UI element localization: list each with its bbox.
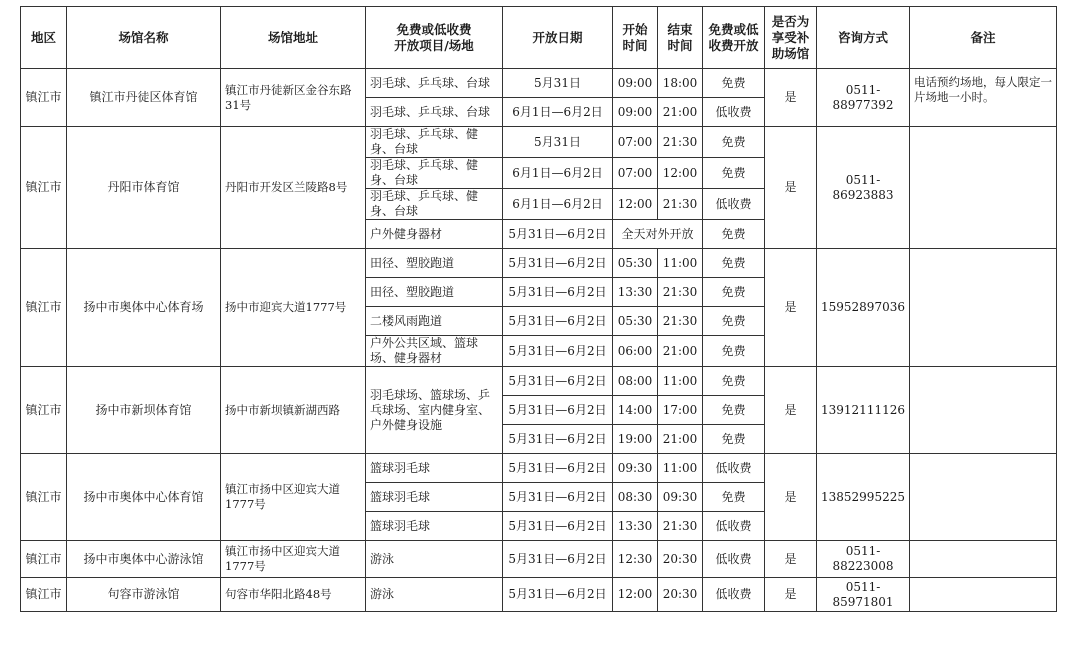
subsidy-cell: 是 [765, 578, 817, 612]
start-time-cell: 09:00 [613, 98, 658, 127]
phone-cell: 15952897036 [817, 249, 910, 367]
note-cell [910, 249, 1057, 367]
end-time-cell: 21:30 [658, 189, 703, 220]
item-cell: 游泳 [366, 578, 503, 612]
note-cell [910, 578, 1057, 612]
date-cell: 5月31日 [503, 127, 613, 158]
item-cell: 羽毛球、乒乓球、健身、台球 [366, 127, 503, 158]
venue-name-cell: 扬中市新坝体育馆 [67, 367, 221, 454]
end-time-cell: 12:00 [658, 158, 703, 189]
date-cell: 5月31日—6月2日 [503, 396, 613, 425]
address-cell: 镇江市扬中区迎宾大道1777号 [221, 541, 366, 578]
item-cell: 羽毛球、乒乓球、健身、台球 [366, 158, 503, 189]
fee-cell: 免费 [703, 336, 765, 367]
date-cell: 5月31日—6月2日 [503, 278, 613, 307]
item-cell: 羽毛球场、篮球场、乒乓球场、室内健身室、户外健身设施 [366, 367, 503, 454]
fee-cell: 免费 [703, 158, 765, 189]
address-cell: 丹阳市开发区兰陵路8号 [221, 127, 366, 249]
header-open-date: 开放日期 [503, 7, 613, 69]
fee-cell: 免费 [703, 396, 765, 425]
table-row [21, 541, 1057, 578]
end-time-cell: 11:00 [658, 454, 703, 483]
table-row [21, 127, 1057, 158]
end-time-cell: 20:30 [658, 541, 703, 578]
start-time-cell: 13:30 [613, 512, 658, 541]
region-cell: 镇江市 [21, 69, 67, 127]
region-cell: 镇江市 [21, 454, 67, 541]
start-time-cell: 07:00 [613, 158, 658, 189]
header-contact: 咨询方式 [817, 7, 910, 69]
subsidy-cell: 是 [765, 249, 817, 367]
date-cell: 5月31日 [503, 69, 613, 98]
end-time-cell: 21:30 [658, 278, 703, 307]
header-note: 备注 [910, 7, 1057, 69]
note-cell [910, 541, 1057, 578]
date-cell: 5月31日—6月2日 [503, 512, 613, 541]
region-cell: 镇江市 [21, 578, 67, 612]
header-subsidy: 是否为 享受补 助场馆 [765, 7, 817, 69]
note-cell [910, 127, 1057, 249]
phone-cell: 0511-88223008 [817, 541, 910, 578]
note-cell: 电话预约场地，每人限定一片场地一小时。 [910, 69, 1057, 127]
address-cell: 扬中市迎宾大道1777号 [221, 249, 366, 367]
end-time-cell: 11:00 [658, 367, 703, 396]
fee-cell: 免费 [703, 307, 765, 336]
subsidy-cell: 是 [765, 127, 817, 249]
start-time-cell: 09:00 [613, 69, 658, 98]
date-cell: 6月1日—6月2日 [503, 158, 613, 189]
date-cell: 5月31日—6月2日 [503, 425, 613, 454]
header-open-item: 免费或低收费 开放项目/场地 [366, 7, 503, 69]
phone-cell: 13912111126 [817, 367, 910, 454]
header-fee-type: 免费或低 收费开放 [703, 7, 765, 69]
note-cell [910, 454, 1057, 541]
item-cell: 篮球羽毛球 [366, 483, 503, 512]
fee-cell: 免费 [703, 249, 765, 278]
fee-cell: 低收费 [703, 189, 765, 220]
fee-cell: 免费 [703, 425, 765, 454]
start-time-cell: 05:30 [613, 249, 658, 278]
start-time-cell: 08:30 [613, 483, 658, 512]
fee-cell: 免费 [703, 69, 765, 98]
item-cell: 篮球羽毛球 [366, 512, 503, 541]
fee-cell: 免费 [703, 127, 765, 158]
table-row [21, 454, 1057, 483]
region-cell: 镇江市 [21, 249, 67, 367]
item-cell: 田径、塑胶跑道 [366, 249, 503, 278]
date-cell: 5月31日—6月2日 [503, 483, 613, 512]
item-cell: 羽毛球、乒乓球、台球 [366, 98, 503, 127]
header-start-time: 开始 时间 [613, 7, 658, 69]
header-address: 场馆地址 [221, 7, 366, 69]
phone-cell: 0511-86923883 [817, 127, 910, 249]
end-time-cell: 21:00 [658, 336, 703, 367]
item-cell: 篮球羽毛球 [366, 454, 503, 483]
header-venue-name: 场馆名称 [67, 7, 221, 69]
date-cell: 5月31日—6月2日 [503, 307, 613, 336]
venue-name-cell: 扬中市奥体中心体育场 [67, 249, 221, 367]
start-time-cell: 08:00 [613, 367, 658, 396]
phone-cell: 0511-88977392 [817, 69, 910, 127]
end-time-cell: 21:00 [658, 98, 703, 127]
date-cell: 5月31日—6月2日 [503, 454, 613, 483]
subsidy-cell: 是 [765, 69, 817, 127]
fee-cell: 低收费 [703, 454, 765, 483]
fee-cell: 免费 [703, 278, 765, 307]
fee-cell: 低收费 [703, 541, 765, 578]
region-cell: 镇江市 [21, 127, 67, 249]
end-time-cell: 09:30 [658, 483, 703, 512]
address-cell: 镇江市丹徒新区金谷东路31号 [221, 69, 366, 127]
end-time-cell: 17:00 [658, 396, 703, 425]
date-cell: 5月31日—6月2日 [503, 578, 613, 612]
phone-cell: 0511-85971801 [817, 578, 910, 612]
start-time-cell: 06:00 [613, 336, 658, 367]
start-time-cell: 13:30 [613, 278, 658, 307]
end-time-cell: 21:00 [658, 425, 703, 454]
date-cell: 5月31日—6月2日 [503, 336, 613, 367]
start-time-cell: 12:00 [613, 189, 658, 220]
fee-cell: 免费 [703, 367, 765, 396]
phone-cell: 13852995225 [817, 454, 910, 541]
end-time-cell: 11:00 [658, 249, 703, 278]
start-time-cell: 19:00 [613, 425, 658, 454]
venue-name-cell: 镇江市丹徒区体育馆 [67, 69, 221, 127]
venue-name-cell: 扬中市奥体中心体育馆 [67, 454, 221, 541]
item-cell: 游泳 [366, 541, 503, 578]
item-cell: 羽毛球、乒乓球、台球 [366, 69, 503, 98]
end-time-cell: 21:30 [658, 512, 703, 541]
start-time-cell: 14:00 [613, 396, 658, 425]
item-cell: 羽毛球、乒乓球、健身、台球 [366, 189, 503, 220]
table-row [21, 69, 1057, 98]
subsidy-cell: 是 [765, 541, 817, 578]
fee-cell: 低收费 [703, 98, 765, 127]
item-cell: 户外公共区域、篮球场、健身器材 [366, 336, 503, 367]
table-row [21, 578, 1057, 612]
header-row [21, 7, 1057, 69]
address-cell: 句容市华阳北路48号 [221, 578, 366, 612]
address-cell: 镇江市扬中区迎宾大道1777号 [221, 454, 366, 541]
item-cell: 户外健身器材 [366, 220, 503, 249]
fee-cell: 低收费 [703, 512, 765, 541]
date-cell: 5月31日—6月2日 [503, 367, 613, 396]
venue-name-cell: 丹阳市体育馆 [67, 127, 221, 249]
item-cell: 田径、塑胶跑道 [366, 278, 503, 307]
start-time-cell: 05:30 [613, 307, 658, 336]
allday-cell: 全天对外开放 [613, 220, 703, 249]
table-row [21, 367, 1057, 396]
subsidy-cell: 是 [765, 367, 817, 454]
start-time-cell: 09:30 [613, 454, 658, 483]
date-cell: 5月31日—6月2日 [503, 249, 613, 278]
header-region: 地区 [21, 7, 67, 69]
date-cell: 6月1日—6月2日 [503, 189, 613, 220]
end-time-cell: 18:00 [658, 69, 703, 98]
item-cell: 二楼风雨跑道 [366, 307, 503, 336]
region-cell: 镇江市 [21, 367, 67, 454]
region-cell: 镇江市 [21, 541, 67, 578]
header-end-time: 结束 时间 [658, 7, 703, 69]
start-time-cell: 07:00 [613, 127, 658, 158]
start-time-cell: 12:30 [613, 541, 658, 578]
subsidy-cell: 是 [765, 454, 817, 541]
date-cell: 6月1日—6月2日 [503, 98, 613, 127]
venue-name-cell: 扬中市奥体中心游泳馆 [67, 541, 221, 578]
fee-cell: 免费 [703, 483, 765, 512]
fee-cell: 低收费 [703, 578, 765, 612]
table-row [21, 249, 1057, 278]
venue-name-cell: 句容市游泳馆 [67, 578, 221, 612]
end-time-cell: 20:30 [658, 578, 703, 612]
end-time-cell: 21:30 [658, 307, 703, 336]
start-time-cell: 12:00 [613, 578, 658, 612]
date-cell: 5月31日—6月2日 [503, 220, 613, 249]
end-time-cell: 21:30 [658, 127, 703, 158]
date-cell: 5月31日—6月2日 [503, 541, 613, 578]
fee-cell: 免费 [703, 220, 765, 249]
note-cell [910, 367, 1057, 454]
address-cell: 扬中市新坝镇新湖西路 [221, 367, 366, 454]
venue-table [20, 6, 1057, 612]
